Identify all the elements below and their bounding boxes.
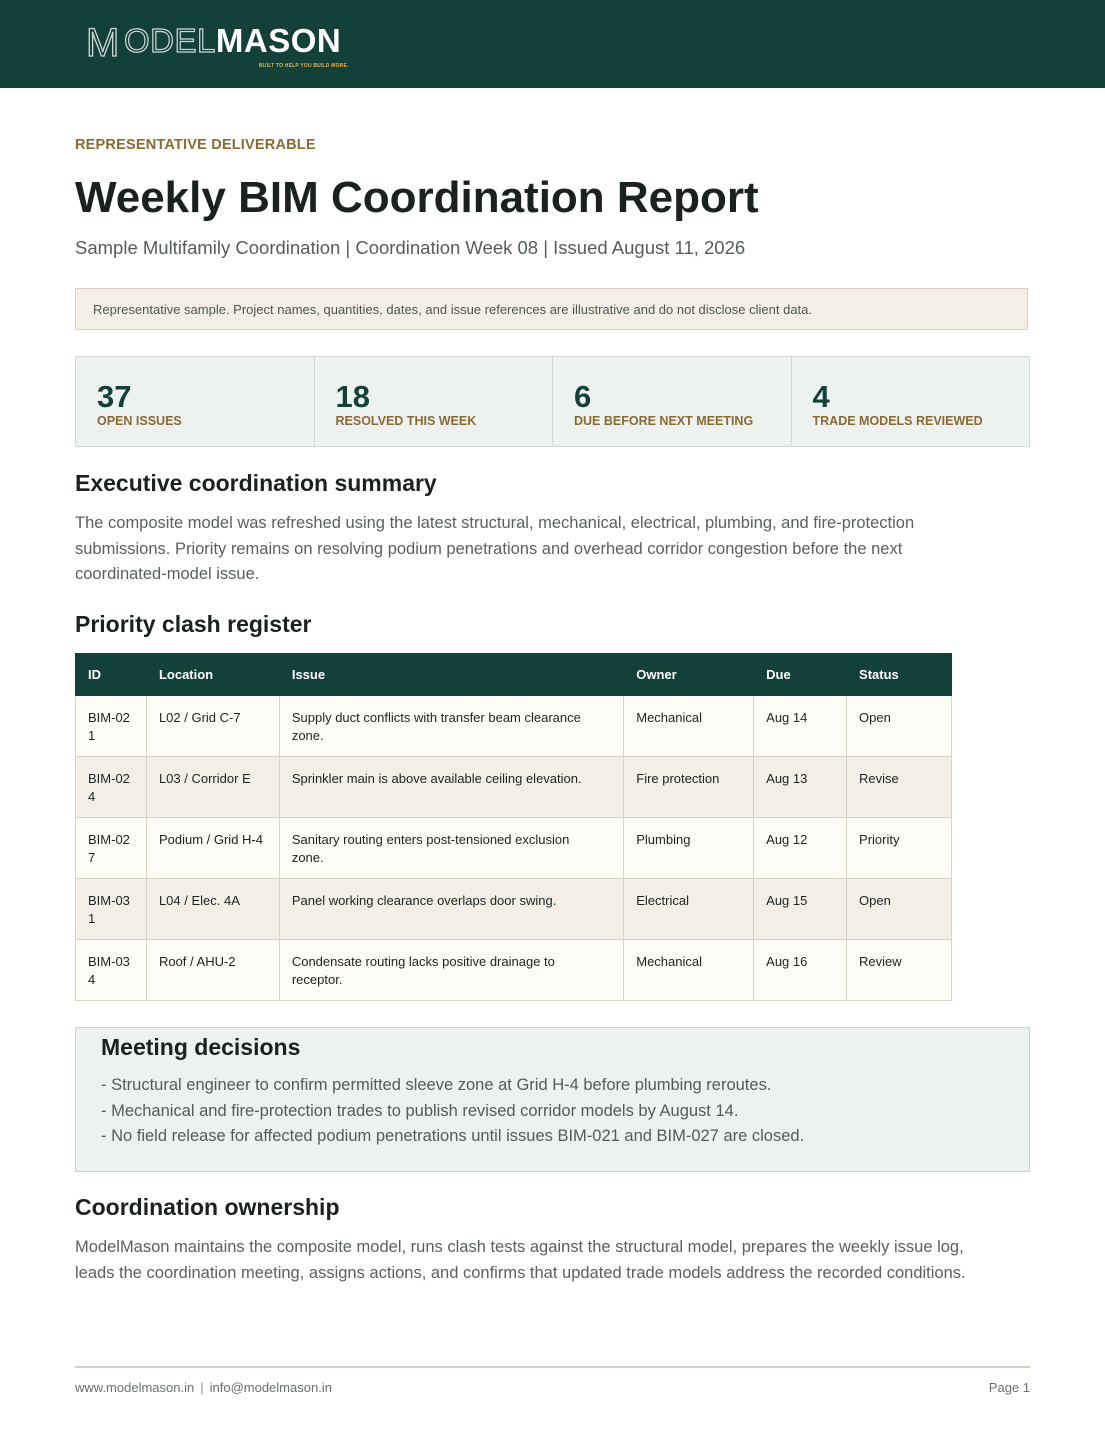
clash-register-table (75, 653, 952, 1001)
cell-status: Open (847, 879, 952, 940)
email-link[interactable]: info@modelmason.in (209, 1380, 332, 1395)
meeting-decisions-panel (75, 1027, 1030, 1172)
cell-issue (279, 696, 623, 757)
disclaimer-note: Representative sample. Project names, quantities, dates, and issue references are illustrative and do not disclose client data. (75, 288, 1028, 330)
cell-id (76, 940, 147, 1001)
modelmason-logo (86, 22, 356, 72)
stat-label: TRADE MODELS REVIEWED (812, 414, 983, 428)
logo-wordmark-mason: MASON (215, 22, 342, 59)
stat-due-before-next-meeting (553, 357, 792, 446)
id-part: 1 (88, 911, 96, 926)
stats-panel (75, 356, 1030, 447)
cell-owner: Mechanical (624, 696, 754, 757)
page-subtitle: Sample Multifamily Coordination | Coordination Week 08 | Issued August 11, 2026 (75, 237, 746, 258)
cell-owner: Plumbing (624, 818, 754, 879)
table-row (76, 818, 952, 879)
cell-due: Aug 13 (754, 757, 847, 818)
id-part: BIM-02 (88, 710, 130, 725)
logo-wordmark (124, 22, 341, 60)
table-row (76, 879, 952, 940)
cell-owner: Fire protection (624, 757, 754, 818)
decisions-list (101, 1073, 804, 1150)
stat-resolved-this-week (315, 357, 554, 446)
cell-owner: Electrical (624, 879, 754, 940)
decisions-heading: Meeting decisions (101, 1034, 301, 1060)
id-part: 1 (88, 728, 96, 743)
summary-paragraph (75, 511, 914, 588)
summary-line: The composite model was refreshed using the latest structural, mechanical, electrical, plumbing, and fire-protection (75, 514, 915, 532)
stat-value: 37 (97, 379, 132, 414)
page-title: Weekly BIM Coordination Report (75, 173, 759, 222)
eyebrow-label: REPRESENTATIVE DELIVERABLE (75, 137, 316, 153)
issue-text: Sanitary routing enters post-tensioned exclusion (291, 832, 570, 847)
stat-open-issues (76, 357, 315, 446)
page-number: Page 1 (988, 1380, 1030, 1395)
header-bar (0, 0, 1105, 88)
table-row (76, 696, 952, 757)
table-row (76, 940, 952, 1001)
cell-status: Open (847, 696, 952, 757)
id-part: BIM-03 (88, 954, 130, 969)
logo-tagline: BUILT TO HELP YOU BUILD MORE. (259, 63, 349, 69)
id-part: 4 (88, 972, 96, 987)
id-part: 7 (88, 850, 96, 865)
list-item: - No field release for affected podium penetrations until issues BIM-021 and BIM-027 are closed. (101, 1127, 805, 1145)
cell-id (76, 757, 147, 818)
id-part: BIM-03 (88, 893, 130, 908)
cell-issue (279, 940, 623, 1001)
column-header-id: ID (76, 654, 147, 696)
footer-contact (75, 1380, 332, 1395)
ownership-line: ModelMason maintains the composite model, runs clash tests against the structural model, prepares the weekly issue log, (75, 1238, 964, 1256)
column-header-location: Location (146, 654, 279, 696)
cell-status: Review (847, 940, 952, 1001)
id-part: BIM-02 (88, 771, 130, 786)
stat-label: RESOLVED THIS WEEK (335, 414, 477, 428)
cell-due: Aug 12 (754, 818, 847, 879)
footer-divider (75, 1366, 1030, 1368)
issue-text: zone. (291, 850, 324, 865)
cell-issue (279, 879, 623, 940)
footer-separator: | (200, 1380, 204, 1395)
cell-location: L03 / Corridor E (146, 757, 279, 818)
stat-value: 18 (335, 379, 370, 414)
id-part: BIM-02 (88, 832, 130, 847)
issue-text: zone. (291, 728, 324, 743)
website-link[interactable]: www.modelmason.in (75, 1380, 195, 1395)
cell-due: Aug 14 (754, 696, 847, 757)
cell-id (76, 818, 147, 879)
stat-label: OPEN ISSUES (97, 414, 182, 428)
clash-register-heading: Priority clash register (75, 611, 312, 637)
summary-line: coordinated-model issue. (75, 565, 260, 583)
stat-value: 6 (574, 379, 592, 414)
stat-value: 4 (812, 379, 830, 414)
logo-m-icon (86, 22, 126, 60)
summary-line: submissions. Priority remains on resolving podium penetrations and overhead corridor congestion before the next (75, 539, 903, 558)
table-row (76, 757, 952, 818)
cell-location: Podium / Grid H-4 (146, 818, 279, 879)
issue-text: Panel working clearance overlaps door swing. (291, 893, 557, 908)
logo-m-letter: M (86, 22, 120, 60)
summary-heading: Executive coordination summary (75, 470, 437, 496)
table-header-row (76, 654, 952, 696)
issue-text: Condensate routing lacks positive drainage to (291, 954, 555, 969)
issue-text: Supply duct conflicts with transfer beam clearance (291, 710, 581, 725)
cell-owner: Mechanical (624, 940, 754, 1001)
list-item: - Mechanical and fire-protection trades to publish revised corridor models by August 14. (101, 1101, 739, 1120)
cell-status: Revise (847, 757, 952, 818)
cell-due: Aug 16 (754, 940, 847, 1001)
column-header-due: Due (754, 654, 847, 696)
column-header-status: Status (847, 654, 952, 696)
issue-text: receptor. (291, 972, 343, 987)
cell-issue (279, 757, 623, 818)
cell-due: Aug 15 (754, 879, 847, 940)
ownership-paragraph (75, 1235, 966, 1286)
id-part: 4 (88, 789, 96, 804)
logo-wordmark-odel: ODEL (124, 22, 216, 59)
stat-trade-models-reviewed (792, 357, 1030, 446)
cell-issue (279, 818, 623, 879)
cell-location: Roof / AHU-2 (146, 940, 279, 1001)
stat-label: DUE BEFORE NEXT MEETING (574, 414, 754, 428)
column-header-issue: Issue (279, 654, 623, 696)
column-header-owner: Owner (624, 654, 754, 696)
list-item: - Structural engineer to confirm permitted sleeve zone at Grid H-4 before plumbing reroutes. (101, 1076, 772, 1094)
cell-location: L04 / Elec. 4A (146, 879, 279, 940)
cell-id (76, 696, 147, 757)
cell-status: Priority (847, 818, 952, 879)
cell-id (76, 879, 147, 940)
issue-text: Sprinkler main is above available ceiling elevation. (291, 771, 582, 786)
ownership-line: leads the coordination meeting, assigns actions, and confirms that updated trade models address the recorded conditions. (75, 1263, 966, 1282)
ownership-heading: Coordination ownership (75, 1194, 340, 1220)
cell-location: L02 / Grid C-7 (146, 696, 279, 757)
